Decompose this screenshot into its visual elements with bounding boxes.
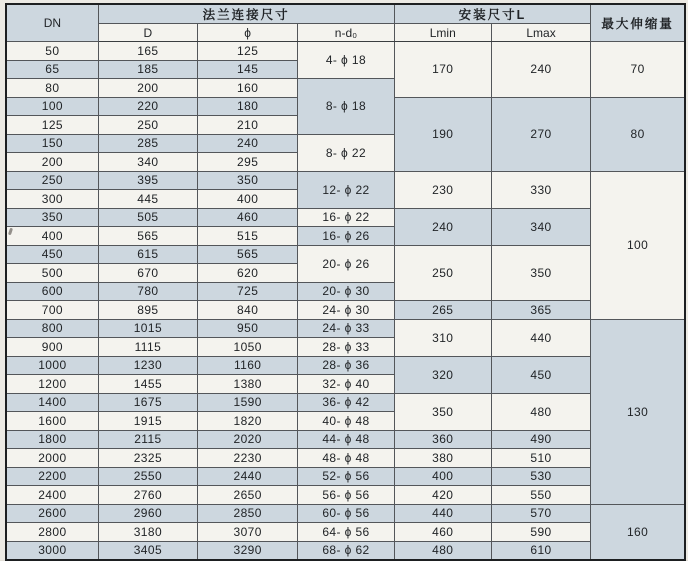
lmax-cell: 610 bbox=[491, 541, 590, 560]
lmin-cell: 420 bbox=[394, 486, 491, 505]
phi-cell: 620 bbox=[198, 264, 298, 283]
dn-cell: 900 bbox=[6, 338, 98, 357]
phi-cell: 400 bbox=[198, 190, 298, 209]
lmin-cell: 265 bbox=[394, 301, 491, 320]
phi-cell: 725 bbox=[198, 282, 298, 301]
d-cell: 185 bbox=[98, 60, 197, 79]
table-row bbox=[6, 356, 685, 375]
header-d: D bbox=[98, 24, 197, 42]
phi-cell: 125 bbox=[198, 42, 298, 61]
lmin-cell: 380 bbox=[394, 449, 491, 468]
bolt-spec-cell: 28- ϕ 33 bbox=[298, 338, 394, 357]
lmin-cell: 250 bbox=[394, 245, 491, 301]
d-cell: 1915 bbox=[98, 412, 197, 431]
phi-cell: 3070 bbox=[198, 523, 298, 542]
d-cell: 1230 bbox=[98, 356, 197, 375]
phi-cell: 460 bbox=[198, 208, 298, 227]
d-cell: 670 bbox=[98, 264, 197, 283]
bolt-spec-cell: 64- ϕ 56 bbox=[298, 523, 394, 542]
max-expansion-cell: 80 bbox=[591, 97, 685, 171]
dn-cell: 600 bbox=[6, 282, 98, 301]
bolt-spec-cell: 60- ϕ 56 bbox=[298, 504, 394, 523]
dn-cell: 2000 bbox=[6, 449, 98, 468]
dn-cell: 2800 bbox=[6, 523, 98, 542]
dn-cell: 1600 bbox=[6, 412, 98, 431]
table-row bbox=[6, 245, 685, 264]
d-cell: 1015 bbox=[98, 319, 197, 338]
dn-cell: 400 bbox=[6, 227, 98, 246]
lmax-cell: 590 bbox=[491, 523, 590, 542]
header-phi: ϕ bbox=[198, 24, 298, 42]
max-expansion-cell: 70 bbox=[591, 42, 685, 98]
phi-cell: 950 bbox=[198, 319, 298, 338]
dn-cell: 1800 bbox=[6, 430, 98, 449]
bolt-spec-cell: 36- ϕ 42 bbox=[298, 393, 394, 412]
lmin-cell: 440 bbox=[394, 504, 491, 523]
bolt-spec-cell: 20- ϕ 26 bbox=[298, 245, 394, 282]
bolt-spec-cell: 8- ϕ 18 bbox=[298, 79, 394, 135]
lmin-cell: 190 bbox=[394, 97, 491, 171]
dn-cell: 125 bbox=[6, 116, 98, 135]
d-cell: 2550 bbox=[98, 467, 197, 486]
max-expansion-cell: 100 bbox=[591, 171, 685, 319]
phi-cell: 1380 bbox=[198, 375, 298, 394]
phi-cell: 240 bbox=[198, 134, 298, 153]
table-row bbox=[6, 449, 685, 468]
dn-cell: 1000 bbox=[6, 356, 98, 375]
table-row bbox=[6, 393, 685, 412]
header-max-expansion: 最大伸缩量 bbox=[591, 4, 685, 42]
d-cell: 200 bbox=[98, 79, 197, 98]
dn-cell: 700 bbox=[6, 301, 98, 320]
d-cell: 2325 bbox=[98, 449, 197, 468]
max-expansion-cell: 160 bbox=[591, 504, 685, 560]
lmax-cell: 490 bbox=[491, 430, 590, 449]
bolt-spec-cell: 48- ϕ 48 bbox=[298, 449, 394, 468]
table-row bbox=[6, 504, 685, 523]
lmax-cell: 570 bbox=[491, 504, 590, 523]
bolt-spec-cell: 16- ϕ 26 bbox=[298, 227, 394, 246]
phi-cell: 840 bbox=[198, 301, 298, 320]
lmax-cell: 270 bbox=[491, 97, 590, 171]
header-flange-group: 法兰连接尺寸 bbox=[98, 4, 394, 24]
bolt-spec-cell: 24- ϕ 33 bbox=[298, 319, 394, 338]
table-header bbox=[6, 4, 685, 42]
d-cell: 220 bbox=[98, 97, 197, 116]
d-cell: 565 bbox=[98, 227, 197, 246]
header-dn: DN bbox=[6, 4, 98, 42]
phi-cell: 160 bbox=[198, 79, 298, 98]
table-row bbox=[6, 208, 685, 227]
table-row bbox=[6, 301, 685, 320]
dn-cell: 150 bbox=[6, 134, 98, 153]
d-cell: 165 bbox=[98, 42, 197, 61]
header-nd0: n-d₀ bbox=[298, 24, 394, 42]
bolt-spec-cell: 24- ϕ 30 bbox=[298, 301, 394, 320]
lmin-cell: 460 bbox=[394, 523, 491, 542]
bolt-spec-cell: 20- ϕ 30 bbox=[298, 282, 394, 301]
phi-cell: 3290 bbox=[198, 541, 298, 560]
phi-cell: 515 bbox=[198, 227, 298, 246]
dn-cell: 2400 bbox=[6, 486, 98, 505]
d-cell: 895 bbox=[98, 301, 197, 320]
dn-cell: 100 bbox=[6, 97, 98, 116]
table-row bbox=[6, 430, 685, 449]
phi-cell: 295 bbox=[198, 153, 298, 172]
phi-cell: 180 bbox=[198, 97, 298, 116]
lmax-cell: 480 bbox=[491, 393, 590, 430]
phi-cell: 350 bbox=[198, 171, 298, 190]
table-row bbox=[6, 467, 685, 486]
dn-cell: 3000 bbox=[6, 541, 98, 560]
table-row bbox=[6, 486, 685, 505]
d-cell: 1675 bbox=[98, 393, 197, 412]
lmax-cell: 240 bbox=[491, 42, 590, 98]
dn-cell: 50 bbox=[6, 42, 98, 61]
bolt-spec-cell: 40- ϕ 48 bbox=[298, 412, 394, 431]
lmin-cell: 320 bbox=[394, 356, 491, 393]
d-cell: 250 bbox=[98, 116, 197, 135]
d-cell: 780 bbox=[98, 282, 197, 301]
d-cell: 395 bbox=[98, 171, 197, 190]
phi-cell: 145 bbox=[198, 60, 298, 79]
phi-cell: 2020 bbox=[198, 430, 298, 449]
dn-cell: 65 bbox=[6, 60, 98, 79]
lmax-cell: 440 bbox=[491, 319, 590, 356]
header-row-groups bbox=[6, 4, 685, 24]
d-cell: 1115 bbox=[98, 338, 197, 357]
max-expansion-cell: 130 bbox=[591, 319, 685, 504]
bolt-spec-cell: 28- ϕ 36 bbox=[298, 356, 394, 375]
table-row bbox=[6, 42, 685, 61]
lmax-cell: 350 bbox=[491, 245, 590, 301]
header-install-group: 安装尺寸L bbox=[394, 4, 591, 24]
bolt-spec-cell: 52- ϕ 56 bbox=[298, 467, 394, 486]
dn-cell: 2600 bbox=[6, 504, 98, 523]
lmax-cell: 330 bbox=[491, 171, 590, 208]
header-lmax: Lmax bbox=[491, 24, 590, 42]
d-cell: 615 bbox=[98, 245, 197, 264]
phi-cell: 1820 bbox=[198, 412, 298, 431]
phi-cell: 1590 bbox=[198, 393, 298, 412]
phi-cell: 1160 bbox=[198, 356, 298, 375]
dn-cell: 2200 bbox=[6, 467, 98, 486]
d-cell: 3405 bbox=[98, 541, 197, 560]
bolt-spec-cell: 44- ϕ 48 bbox=[298, 430, 394, 449]
bolt-spec-cell: 8- ϕ 22 bbox=[298, 134, 394, 171]
lmin-cell: 240 bbox=[394, 208, 491, 245]
dn-cell: 1200 bbox=[6, 375, 98, 394]
dn-cell: 800 bbox=[6, 319, 98, 338]
lmax-cell: 530 bbox=[491, 467, 590, 486]
lmin-cell: 350 bbox=[394, 393, 491, 430]
d-cell: 445 bbox=[98, 190, 197, 209]
header-lmin: Lmin bbox=[394, 24, 491, 42]
bolt-spec-cell: 4- ϕ 18 bbox=[298, 42, 394, 79]
d-cell: 2960 bbox=[98, 504, 197, 523]
lmin-cell: 400 bbox=[394, 467, 491, 486]
bolt-spec-cell: 12- ϕ 22 bbox=[298, 171, 394, 208]
lmin-cell: 230 bbox=[394, 171, 491, 208]
flange-spec-table bbox=[5, 3, 686, 561]
dn-cell: 500 bbox=[6, 264, 98, 283]
phi-cell: 210 bbox=[198, 116, 298, 135]
phi-cell: 2440 bbox=[198, 467, 298, 486]
d-cell: 285 bbox=[98, 134, 197, 153]
phi-cell: 2650 bbox=[198, 486, 298, 505]
lmax-cell: 450 bbox=[491, 356, 590, 393]
d-cell: 2115 bbox=[98, 430, 197, 449]
lmax-cell: 550 bbox=[491, 486, 590, 505]
table-row bbox=[6, 171, 685, 190]
spec-table-body bbox=[6, 42, 685, 560]
dn-cell: 250 bbox=[6, 171, 98, 190]
d-cell: 505 bbox=[98, 208, 197, 227]
lmax-cell: 510 bbox=[491, 449, 590, 468]
lmin-cell: 170 bbox=[394, 42, 491, 98]
d-cell: 1455 bbox=[98, 375, 197, 394]
d-cell: 340 bbox=[98, 153, 197, 172]
phi-cell: 2850 bbox=[198, 504, 298, 523]
dn-cell: 300 bbox=[6, 190, 98, 209]
bolt-spec-cell: 56- ϕ 56 bbox=[298, 486, 394, 505]
dn-cell: 1400 bbox=[6, 393, 98, 412]
lmax-cell: 340 bbox=[491, 208, 590, 245]
dn-cell: 450 bbox=[6, 245, 98, 264]
lmin-cell: 360 bbox=[394, 430, 491, 449]
phi-cell: 565 bbox=[198, 245, 298, 264]
d-cell: 2760 bbox=[98, 486, 197, 505]
phi-cell: 2230 bbox=[198, 449, 298, 468]
d-cell: 3180 bbox=[98, 523, 197, 542]
table-row bbox=[6, 523, 685, 542]
lmax-cell: 365 bbox=[491, 301, 590, 320]
table-row bbox=[6, 541, 685, 560]
table-row bbox=[6, 319, 685, 338]
header-row-sub bbox=[6, 24, 685, 42]
bolt-spec-cell: 32- ϕ 40 bbox=[298, 375, 394, 394]
lmin-cell: 480 bbox=[394, 541, 491, 560]
dn-cell: 80 bbox=[6, 79, 98, 98]
dn-cell: 200 bbox=[6, 153, 98, 172]
dn-cell: 350 bbox=[6, 208, 98, 227]
bolt-spec-cell: 68- ϕ 62 bbox=[298, 541, 394, 560]
lmin-cell: 310 bbox=[394, 319, 491, 356]
bolt-spec-cell: 16- ϕ 22 bbox=[298, 208, 394, 227]
phi-cell: 1050 bbox=[198, 338, 298, 357]
